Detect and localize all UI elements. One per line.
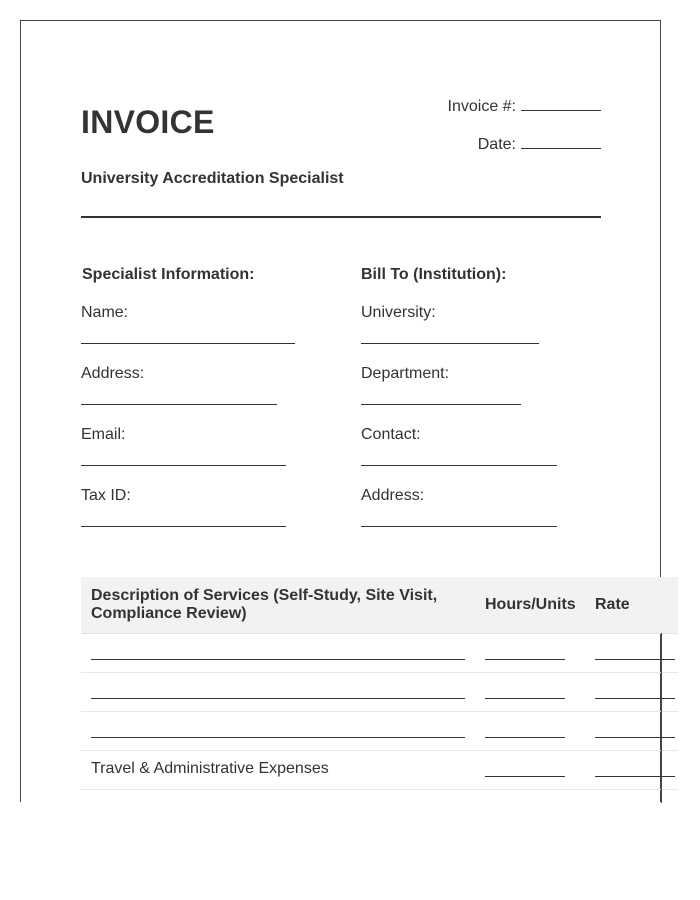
specialist-email-blank[interactable] <box>81 465 286 466</box>
row-2-description-blank[interactable] <box>91 698 465 699</box>
row-divider <box>81 711 678 712</box>
specialist-address-label: Address: <box>81 365 145 382</box>
row-2-hours-blank[interactable] <box>485 698 565 699</box>
header-divider <box>81 216 601 218</box>
invoice-title: INVOICE <box>81 104 215 140</box>
row-1-description-blank[interactable] <box>91 659 465 660</box>
invoice-subtitle: University Accreditation Specialist <box>81 170 344 187</box>
row-3-hours-blank[interactable] <box>485 737 565 738</box>
bill-to-address-blank[interactable] <box>361 526 557 527</box>
bill-to-heading: Bill To (Institution): <box>361 266 507 283</box>
row-4-description: Travel & Administrative Expenses <box>91 760 329 777</box>
invoice-number-field <box>448 98 601 116</box>
row-divider <box>81 789 678 790</box>
column-header-rate: Rate <box>595 596 630 613</box>
page-right-border <box>661 633 662 803</box>
date-label: Date: <box>477 136 516 153</box>
date-blank[interactable] <box>521 136 601 149</box>
bill-to-address-label: Address: <box>361 487 425 504</box>
bill-to-department-blank[interactable] <box>361 404 521 405</box>
date-field <box>478 136 601 154</box>
bill-to-contact-label: Contact: <box>361 426 421 443</box>
row-divider <box>81 750 678 751</box>
bill-to-contact-blank[interactable] <box>361 465 557 466</box>
bill-to-department-label: Department: <box>361 365 450 382</box>
specialist-heading: Specialist Information: <box>82 266 255 283</box>
row-4-rate-blank[interactable] <box>595 776 675 777</box>
row-2-rate-blank[interactable] <box>595 698 675 699</box>
bill-to-university-blank[interactable] <box>361 343 539 344</box>
row-3-description-blank[interactable] <box>91 737 465 738</box>
column-header-description: Description of Services (Self-Study, Site Visit, Compliance Review) <box>91 587 438 622</box>
services-table-header <box>81 577 678 634</box>
specialist-name-blank[interactable] <box>81 343 295 344</box>
row-4-hours-blank[interactable] <box>485 776 565 777</box>
specialist-email-label: Email: <box>81 426 126 443</box>
invoice-number-blank[interactable] <box>521 98 601 111</box>
row-1-hours-blank[interactable] <box>485 659 565 660</box>
invoice-number-label: Invoice #: <box>447 98 516 115</box>
specialist-taxid-label: Tax ID: <box>81 487 131 504</box>
column-header-hours: Hours/Units <box>485 596 576 613</box>
specialist-address-blank[interactable] <box>81 404 277 405</box>
row-divider <box>81 672 678 673</box>
specialist-name-label: Name: <box>81 304 129 321</box>
row-1-rate-blank[interactable] <box>595 659 675 660</box>
row-3-rate-blank[interactable] <box>595 737 675 738</box>
bill-to-university-label: University: <box>361 304 436 321</box>
specialist-taxid-blank[interactable] <box>81 526 286 527</box>
